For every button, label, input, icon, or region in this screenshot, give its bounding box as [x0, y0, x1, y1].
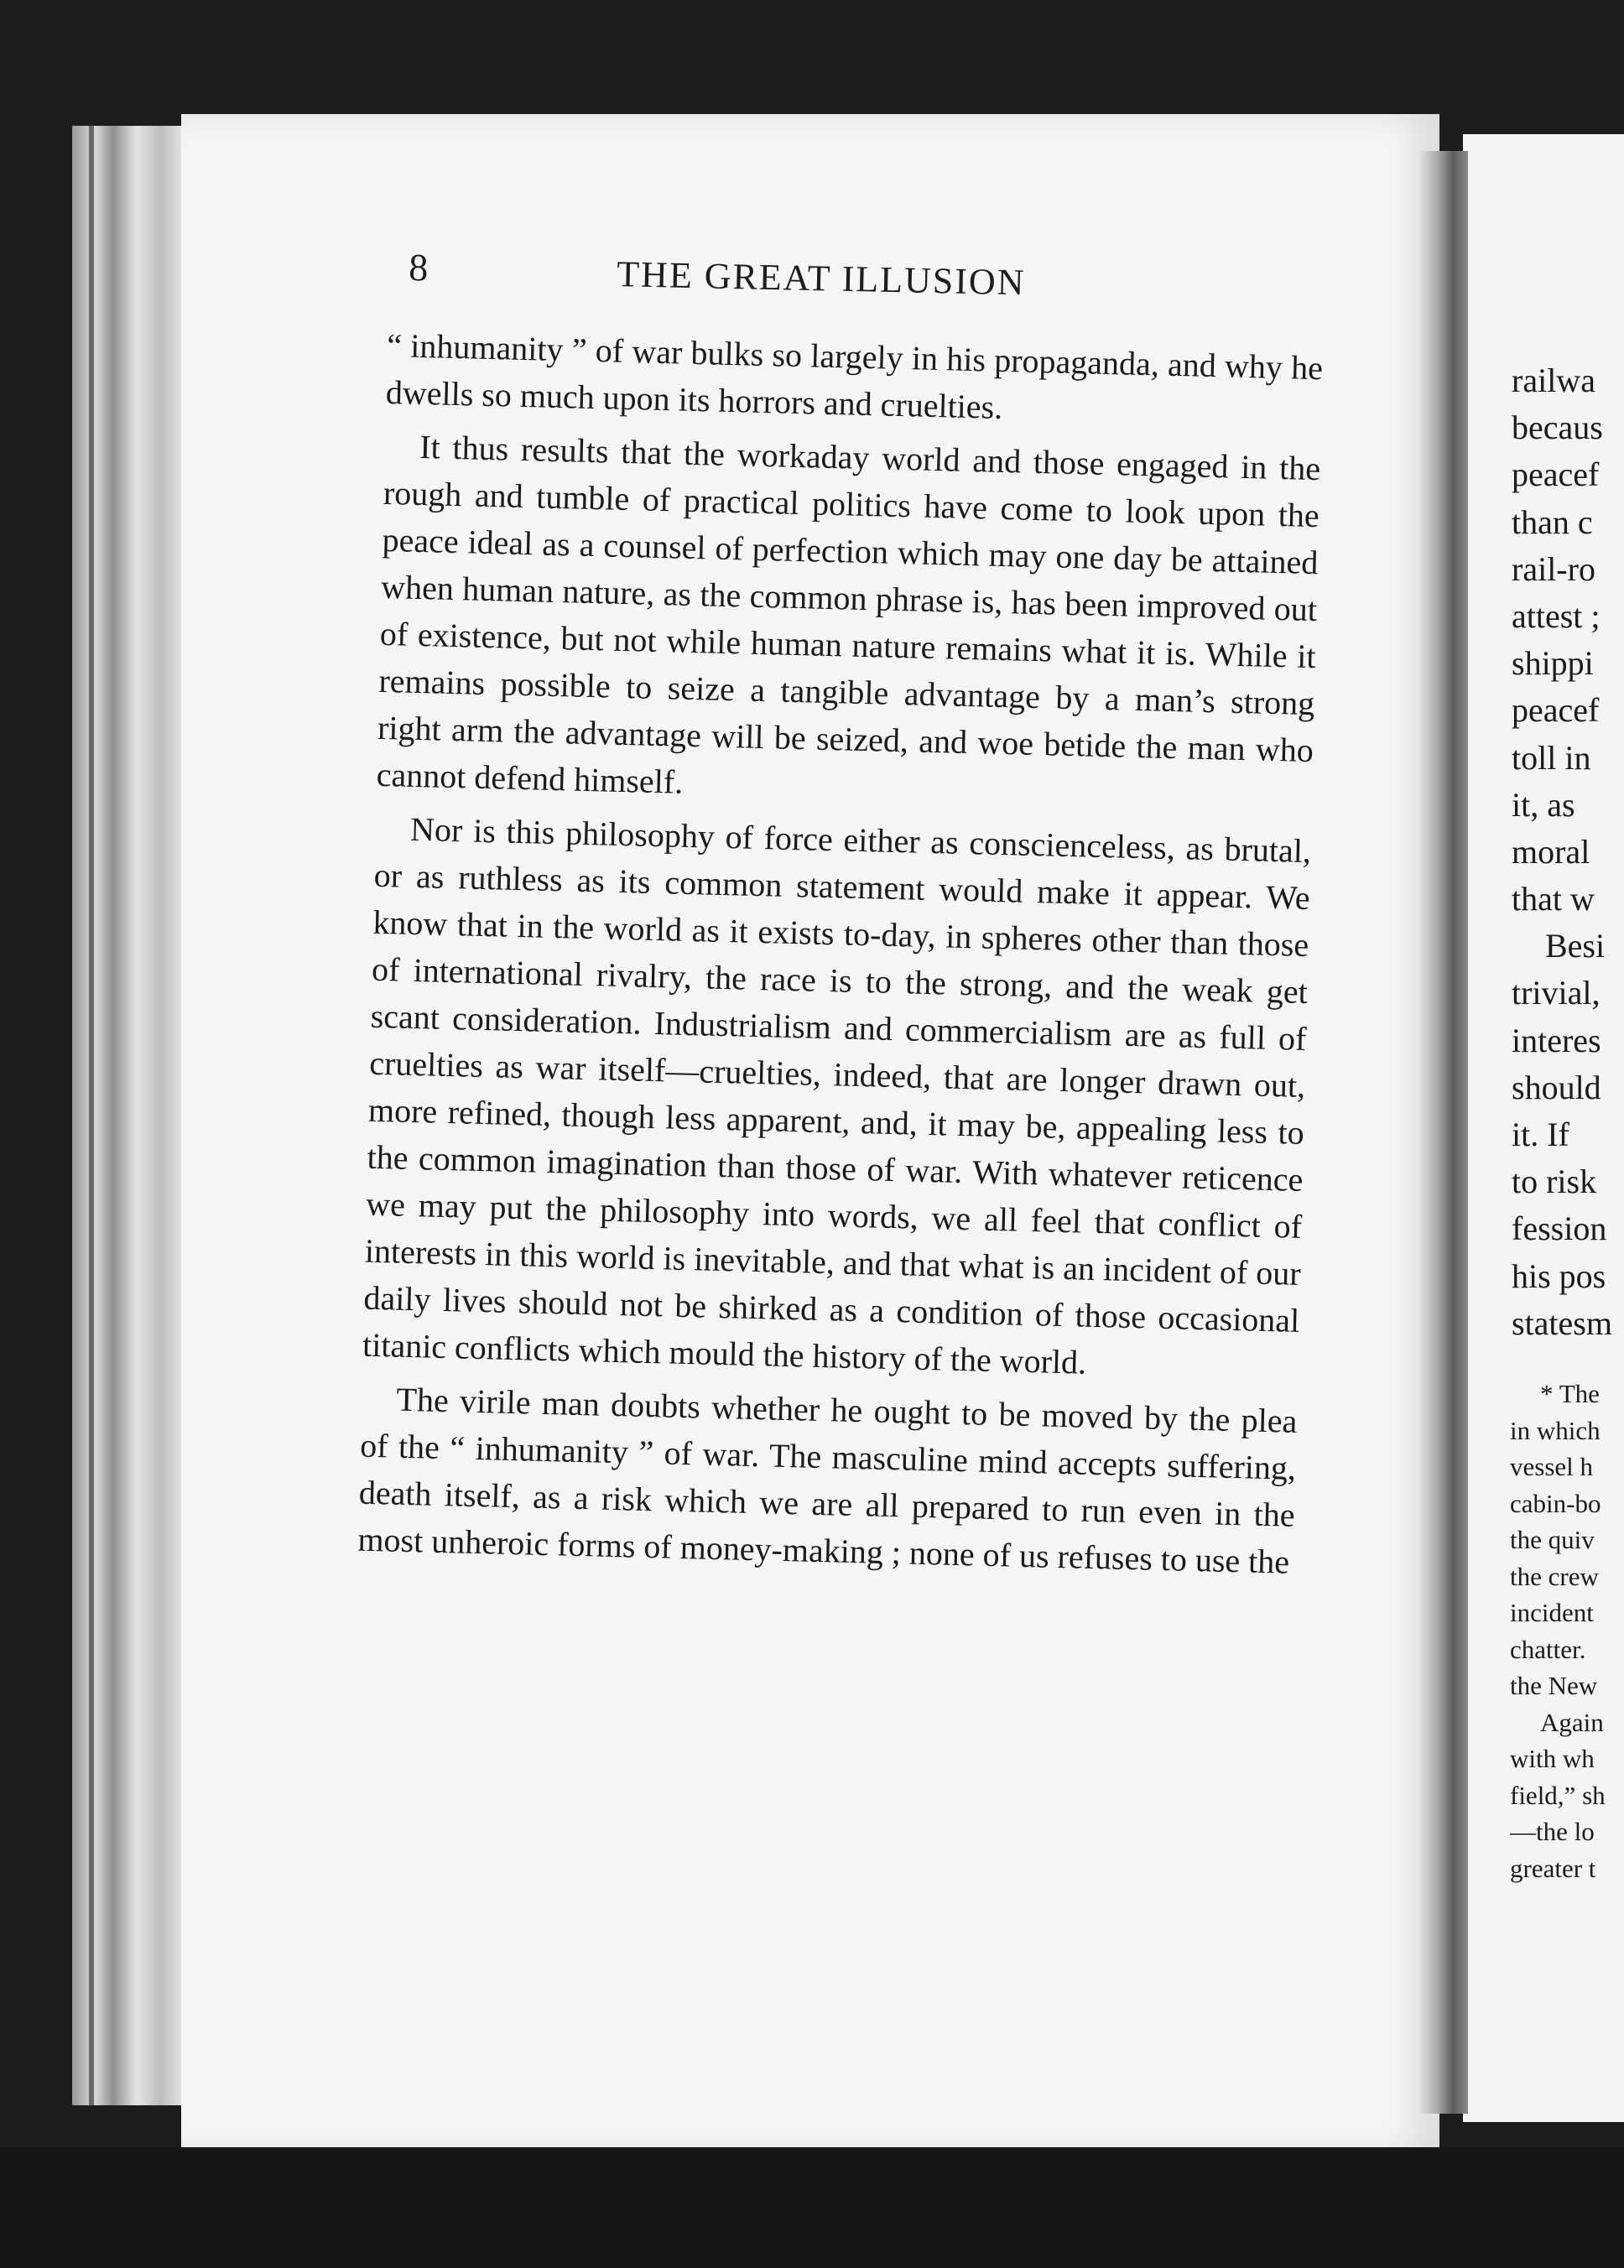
paragraph: It thus results that the workaday world and those engaged in the rough and tumble of practical politics have come to look upon the peace ideal as a counsel of perfection which may one day be attained when human nature, as the common phrase is, has been improved out of existence, but not while human nature remains what it is. While it remains possible to seize a tangible advantage by a man’s strong right arm the advantage will be seized, and woe betide the man who cannot defend himself.	[376, 427, 1321, 801]
paragraph: Nor is this philosophy of force either as conscienceless, as brutal, or as ruthless as its common statement would make it appear. We know that in the world as it exists to-day, in spheres other than those of international rivalry, the race is to the strong, and the weak get scant consideration. Industrialism and commercialism are as full of cruelties as war itself—cruelties, indeed, that are longer drawn out, more refined, though less apparent, and, it may be, appealing less to the common imagination than those of war. With whatever reticence we may put the philosophy into words, we all feel that conflict of interests in this world is inevitable, and that what is an incident of our daily lives should not be shirked as a condition of those occasional titanic conflicts which mould the history of the world.	[362, 809, 1312, 1381]
text-line: statesm	[1512, 1303, 1612, 1342]
text-line: trivial,	[1512, 974, 1601, 1012]
text-line: interes	[1512, 1021, 1601, 1059]
footnote-line: field,” sh	[1510, 1780, 1606, 1810]
footnote-line: with wh	[1510, 1744, 1595, 1773]
text-line: that w	[1512, 880, 1595, 918]
text-line: it, as	[1512, 785, 1575, 824]
footnote-line: the quiv	[1510, 1525, 1595, 1554]
text-line: fession	[1512, 1209, 1607, 1248]
footnote-line: Again	[1540, 1707, 1604, 1737]
text-line: shippi	[1512, 644, 1594, 683]
text-line: rail-ro	[1512, 549, 1595, 588]
text-line: becaus	[1512, 408, 1603, 447]
page-number: 8	[408, 245, 429, 289]
page-stack-edge	[72, 126, 190, 2105]
text-line: Besi	[1545, 927, 1606, 965]
paragraph: The virile man doubts whether he ought to be moved by the plea of the “ inhumanity ” of war. The masculine mind accepts suffering, death itself, as a risk which we are all prepared to run even in the most unheroic forms of money-making ; none of us refuses to use the	[357, 1380, 1298, 1581]
text-line: should	[1512, 1068, 1601, 1106]
text-line: his pos	[1512, 1256, 1606, 1295]
footnote-line: chatter.	[1510, 1634, 1586, 1664]
text-line: peacef	[1512, 691, 1600, 730]
binding-gutter	[1418, 151, 1468, 2114]
footnote-line: * The	[1540, 1379, 1600, 1408]
running-title: THE GREAT ILLUSION	[616, 253, 1027, 304]
footnote-line: greater t	[1510, 1853, 1596, 1883]
text-line: railwa	[1512, 362, 1595, 399]
right-page-footnote	[1510, 1376, 1624, 1886]
footnote-line: incident	[1510, 1598, 1594, 1627]
text-line: peacef	[1512, 455, 1600, 494]
text-line: than c	[1512, 502, 1593, 541]
text-line: attest ;	[1512, 596, 1601, 635]
footnote-line: the crew	[1510, 1561, 1599, 1591]
background-surface	[0, 2147, 1624, 2268]
text-line: it. If	[1512, 1116, 1569, 1153]
footnote-line: —the lo	[1510, 1817, 1595, 1846]
footnote-line: in which	[1510, 1415, 1601, 1445]
body-text	[357, 322, 1324, 1593]
footnote-line: the New	[1510, 1671, 1598, 1700]
paragraph: “ inhumanity ” of war bulks so largely in his propaganda, and why he dwells so much upon its horrors and cruelties.	[385, 325, 1324, 426]
footnote-line: vessel h	[1510, 1452, 1594, 1481]
text-line: to risk	[1512, 1163, 1597, 1201]
text-line: toll in	[1512, 738, 1591, 777]
text-line: moral	[1512, 832, 1590, 871]
footnote-line: cabin-bo	[1510, 1488, 1601, 1518]
right-page-text	[1512, 357, 1624, 1347]
